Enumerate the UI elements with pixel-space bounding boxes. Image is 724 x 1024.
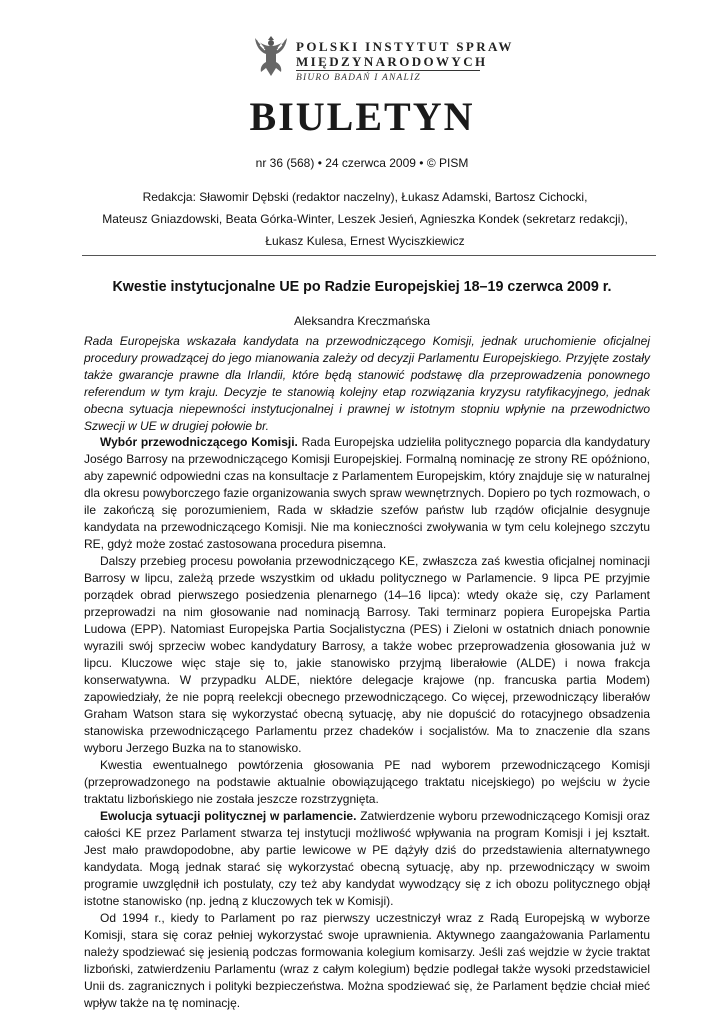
paragraph-text: Rada Europejska udzieliła politycznego poparcia dla kandydatury Joségo Barrosy na przewodniczącego Komisji Europejskiej. Formalną nominację ze strony RE opóźniono, aby zapewnić odpowiedni czas na konsultacje z Parlamentem Europejskim, który znajduje się w naturalnej dla okresu powyborczego fazie organizowania swych spraw wewnętrznych. Dopiero po tych rozmowach, o ile zakończą się porozumieniem, Rada w składzie szefów państw lub rządów oficjalnie desygnuje kandydata na przewodniczącego Komisji. Nie ma konieczności zwoływania w tym celu kolejnego szczytu RE, gdyż może zostać zastosowana procedura pisemna. [84, 435, 651, 551]
paragraph: Kwestia ewentualnego powtórzenia głosowania PE nad wyborem przewodniczącego Komisji (przeprowadzonego na podstawie aktualnie obowiązującego traktatu nicejskiego) po wejściu w życie traktatu lizbońskiego nie została jeszcze rozstrzygnięta. [84, 758, 650, 806]
editorial-board [70, 186, 660, 252]
issue-info: nr 36 (568) • 24 czerwca 2009 • © PISM [255, 156, 469, 170]
article-body [84, 434, 650, 1012]
article-abstract: Rada Europejska wskazała kandydata na przewodniczącego Komisji, jednak uruchomienie oficjalnej procedury prowadzącej do jego mianowania zależy od decyzji Parlamentu Europejskiego. Przyjęte zostały także gwarancje prawne dla Irlandii, które będą stanowić podstawę dla przeprowadzenia ponownego referendum w tym kraju. Decyzje te stanowią kolejny etap rozwiązania kryzysu ratyfikacyjnego, jednak obecna sytuacja niepewności instytucjonalnej i prawnej w istotnym stopniu wpłynie na przewodnictwo Szwecji w UE w drugiej połowie br. [84, 334, 650, 433]
article-author: Aleksandra Kreczmańska [293, 314, 431, 328]
section-divider [82, 255, 656, 256]
editors-line: Redakcja: Sławomir Dębski (redaktor naczelny), Łukasz Adamski, Bartosz Cichocki, [142, 190, 588, 204]
institute-name [296, 39, 514, 69]
article-title: Kwestie instytucjonalne UE po Radzie Europejskiej 18–19 czerwca 2009 r. [112, 279, 612, 295]
publication-title: BIULETYN [249, 94, 475, 139]
section-heading: Wybór przewodniczącego Komisji. [100, 435, 298, 449]
institute-name-line1: POLSKI INSTYTUT SPRAW [296, 39, 514, 54]
paragraph: Dalszy przebieg procesu powołania przewodniczącego KE, zwłaszcza zaś kwestia oficjalnej nominacji Barrosy w lipcu, zależą przede wszystkim od układu politycznego w Parlamencie. 9 lipca PE przyjmie porządek obrad pierwszego posiedzenia plenarnego (14–16 lipca): wtedy okaże się, czy Parlament przeprowadzi na nim głosowanie nad nominacją Barrosy. Taki terminarz popiera Europejska Partia Ludowa (EPP). Natomiast Europejska Partia Socjalistyczna (PES) i Zieloni w ostatnich dniach ponownie wyrazili swój sprzeciw wobec kandydatury Barrosy, a także wobec przeprowadzenia głosowania już w lipcu. Kluczowe więc staje się to, jakie stanowisko przyjmą liberałowie (ALDE) i nowa frakcja konserwatywna. W przypadku ALDE, niektóre delegacje krajowe (np. francuska partia Modem) zapowiedziały, że nie poprą reelekcji obecnego przewodniczącego. Co więcej, przewodniczący liberałów Graham Watson stara się wykorzystać obecną sytuację, aby nie dopuścić do rotacyjnego obsadzenia stanowiska przewodniczącego Parlamentu przez chadeków i socjalistów. Ma to znaczenie dla szans wyboru Jerzego Buzka na to stanowisko. [84, 554, 650, 755]
paragraph [84, 434, 650, 553]
editors-line: Mateusz Gniazdowski, Beata Górka-Winter, Leszek Jesień, Agnieszka Kondek (sekretarz redakcji), [102, 212, 628, 226]
eagle-emblem-icon [254, 32, 288, 78]
section-heading: Ewolucja sytuacji politycznej w parlamencie. [100, 809, 357, 823]
institute-name-line2: MIĘDZYNARODOWYCH [296, 54, 488, 69]
paragraph-text: Zatwierdzenie wyboru przewodniczącego Komisji oraz całości KE przez Parlament stwarza tej instytucji możliwość wpływania na program Komisji i jej kształt. Jest mało prawdopodobne, aby partie lewicowe w PE dążyły dziś do przedstawienia alternatywnego kandydata. Mogą jednak starać się wykorzystać obecną sytuację, aby np. przewodniczący w swoim programie uwzględnił ich postulaty, czy też aby kandydat wywodzący się z ich obozu politycznego objął istotne stanowisko (np. jedną z kluczowych tek w Komisji). [84, 809, 650, 908]
header-divider [296, 70, 480, 71]
editors-line: Łukasz Kulesa, Ernest Wyciszkiewicz [265, 234, 465, 248]
paragraph [84, 808, 650, 910]
bureau-name: BIURO BADAŃ I ANALIZ [296, 73, 421, 83]
paragraph: Od 1994 r., kiedy to Parlament po raz pierwszy uczestniczył wraz z Radą Europejską w wyborze Komisji, stara się coraz pełniej wykorzystać swoje uprawnienia. Aktywnego zaangażowania Parlamentu należy spodziewać się jesienią podczas formowania kolegium komisarzy. Jeśli zaś wejdzie w życie traktat lizboński, zatwierdzeniu Parlamentu (wraz z całym kolegium) będzie podlegał także wysoki przedstawiciel Unii ds. zagranicznych i polityki bezpieczeństwa. Można spodziewać się, że Parlament będzie chciał mieć wpływ także na tę nominację. [84, 911, 650, 1010]
